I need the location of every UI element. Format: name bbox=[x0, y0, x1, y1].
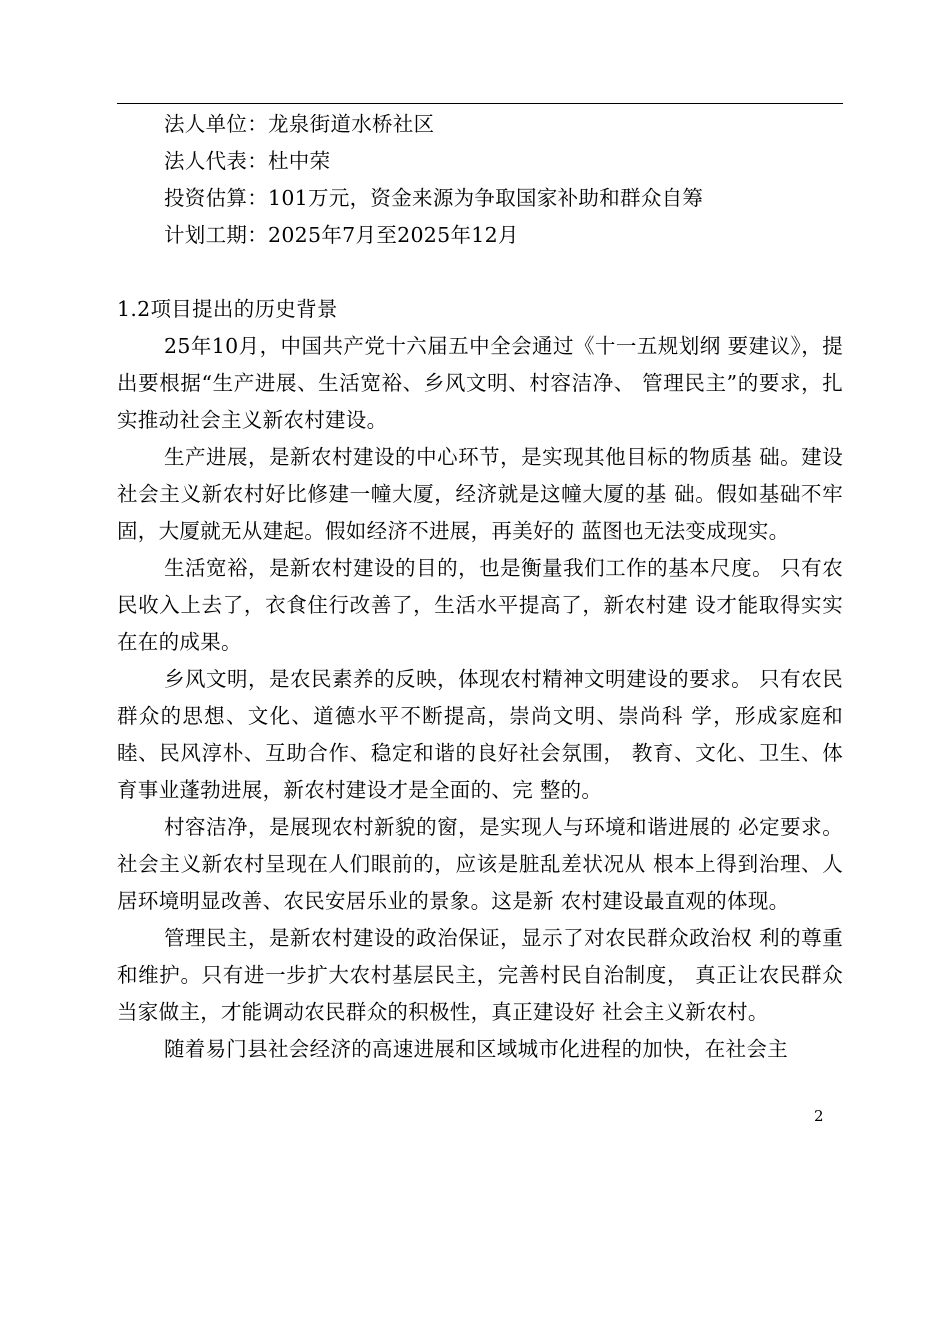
section-title: 1.2项目提出的历史背景 bbox=[117, 297, 338, 321]
spacer bbox=[117, 254, 843, 291]
planned-schedule: 计划工期：2025年7月至2025年12月 bbox=[164, 223, 519, 247]
page-number: 2 bbox=[814, 1107, 824, 1125]
paragraph: 随着易门县社会经济的高速进展和区域城市化进程的加快，在社会主 bbox=[164, 1037, 788, 1061]
paragraph: 25年10月，中国共产党十六届五中全会通过《十一五规划纲 要建议》，提出要根据“生产进展、生活宽裕、乡风文明、村容洁净、 管理民主”的要求，扎实推动社会主义新农村建设。 bbox=[117, 334, 843, 432]
paragraph: 村容洁净，是展现农村新貌的窗，是实现人与环境和谐进展的 必定要求。社会主义新农村呈现在人们眼前的，应该是脏乱差状况从 根本上得到治理、人居环境明显改善、农民安居乐业的景象。这是新 农村建设最直观的体现。 bbox=[117, 815, 843, 913]
legal-representative: 法人代表：杜中荣 bbox=[164, 149, 331, 173]
legal-unit: 法人单位：龙泉街道水桥社区 bbox=[164, 112, 435, 136]
paragraph: 乡风文明，是农民素养的反映，体现农村精神文明建设的要求。 只有农民群众的思想、文化、道德水平不断提高，崇尚文明、崇尚科 学，形成家庭和睦、民风淳朴、互助合作、稳定和谐的良好社会氛围， 教育、文化、卫生、体育事业蓬勃进展，新农村建设才是全面的、完 整的。 bbox=[117, 667, 843, 802]
paragraph: 生活宽裕，是新农村建设的目的，也是衡量我们工作的基本尺度。 只有农民收入上去了，衣食住行改善了，生活水平提高了，新农村建 设才能取得实实在在的成果。 bbox=[117, 556, 843, 654]
paragraph: 生产进展，是新农村建设的中心环节，是实现其他目标的物质基 础。建设社会主义新农村好比修建一幢大厦，经济就是这幢大厦的基 础。假如基础不牢固，大厦就无从建起。假如经济不进展，再美好的 蓝图也无法变成现实。 bbox=[117, 445, 843, 543]
document-page bbox=[117, 106, 843, 1068]
paragraph: 管理民主，是新农村建设的政治保证，显示了对农民群众政治权 利的尊重和维护。只有进一步扩大农村基层民主，完善村民自治制度， 真正让农民群众当家做主，才能调动农民群众的积极性，真正建设好 社会主义新农村。 bbox=[117, 926, 843, 1024]
header-rule bbox=[117, 103, 843, 104]
investment-estimate: 投资估算：101万元，资金来源为争取国家补助和群众自筹 bbox=[164, 186, 704, 210]
